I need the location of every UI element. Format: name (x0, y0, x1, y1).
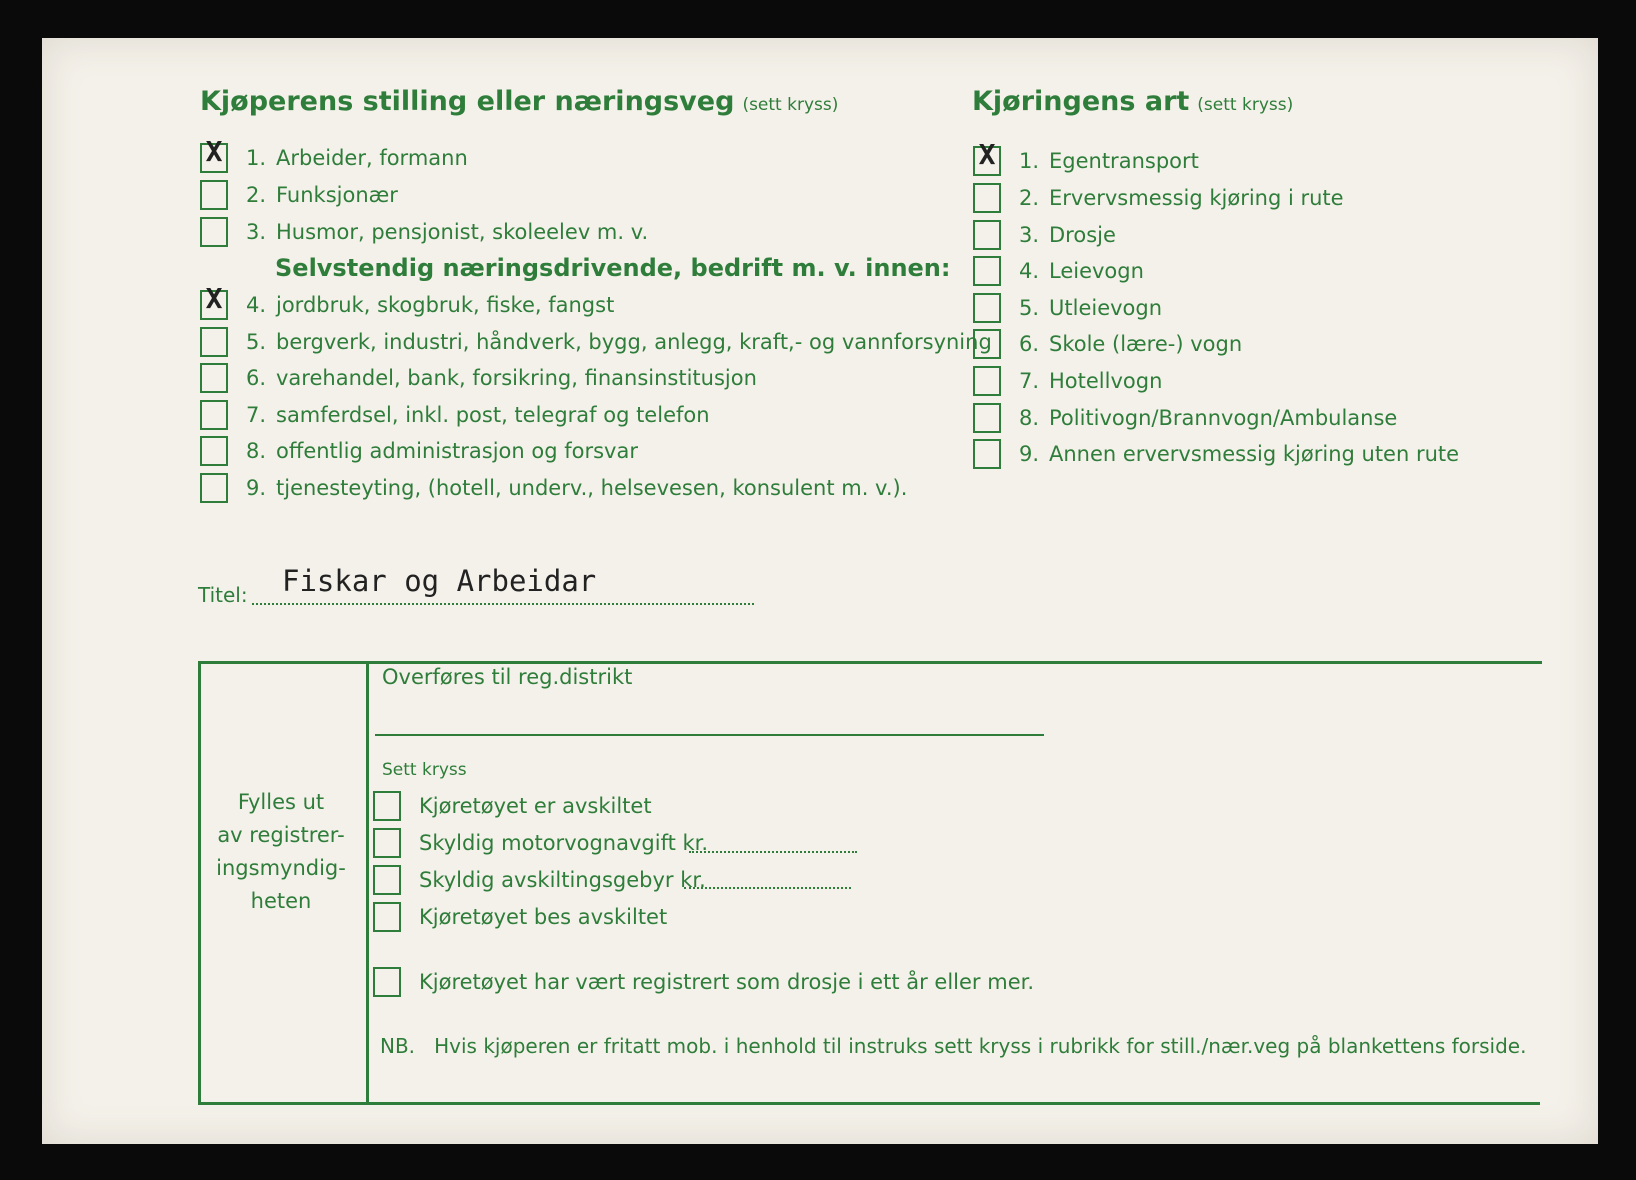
checkbox[interactable] (973, 329, 1001, 359)
buyer-option-4[interactable] (200, 282, 615, 322)
registry-side-label (202, 786, 360, 918)
driving-heading-note: (sett kryss) (1197, 95, 1294, 115)
buyer-heading (200, 86, 838, 117)
driving-option-9[interactable] (973, 437, 1459, 471)
title-field-value[interactable]: Fiskar og Arbeidar (282, 564, 597, 598)
option-label: Ervervsmessig kjøring i rute (1049, 186, 1344, 210)
option-number: 4. (1019, 259, 1040, 283)
option-number: 3. (246, 220, 267, 244)
buyer-option-7[interactable] (200, 398, 710, 432)
checkbox[interactable] (200, 400, 228, 430)
buyer-option-8[interactable] (200, 434, 638, 468)
check-label: Kjøretøyet har vært registrert som drosje i ett år eller mer. (419, 970, 1034, 994)
transfer-label: Overføres til reg.distrikt (382, 665, 633, 689)
checkbox[interactable] (373, 967, 401, 997)
registry-left-border (198, 661, 201, 1104)
checkbox[interactable] (373, 865, 401, 895)
option-label: samferdsel, inkl. post, telegraf og telefon (276, 403, 710, 427)
checkbox[interactable] (973, 293, 1001, 323)
option-number: 1. (1019, 149, 1040, 173)
checkbox[interactable] (973, 403, 1001, 433)
buyer-option-3[interactable] (200, 215, 648, 249)
checkbox[interactable] (200, 217, 228, 247)
registry-check-4[interactable] (373, 900, 667, 934)
checkbox[interactable] (200, 363, 228, 393)
check-mark: X (978, 138, 996, 171)
check-label: Kjøretøyet bes avskiltet (419, 905, 668, 929)
option-number: 8. (1019, 406, 1040, 430)
buyer-option-5[interactable] (200, 325, 992, 359)
option-label: Skole (lære-) vogn (1049, 332, 1243, 356)
option-label: tjenesteyting, (hotell, underv., helsevesen, konsulent m. v.). (276, 476, 908, 500)
registry-bottom-border (198, 1102, 1540, 1105)
option-label: Annen ervervsmessig kjøring uten rute (1049, 442, 1460, 466)
option-label: Leievogn (1049, 259, 1144, 283)
option-number: 3. (1019, 223, 1040, 247)
checkbox[interactable] (200, 436, 228, 466)
checkbox[interactable] (200, 327, 228, 357)
option-number: 7. (246, 403, 267, 427)
registry-check-drosje[interactable] (373, 965, 1034, 999)
option-number: 9. (246, 476, 267, 500)
registry-top-border (198, 661, 1542, 664)
option-number: 5. (1019, 296, 1040, 320)
nb-note (380, 1034, 1526, 1058)
checkbox[interactable] (200, 473, 228, 503)
registry-check-1[interactable] (373, 789, 652, 823)
option-label: Egentransport (1049, 149, 1199, 173)
motor-fee-amount-line[interactable] (689, 851, 857, 853)
option-number: 1. (246, 146, 267, 170)
side-label-line: Fylles ut (237, 790, 325, 814)
registry-check-2[interactable] (373, 826, 708, 860)
checkbox[interactable] (973, 220, 1001, 250)
option-number: 5. (246, 330, 267, 354)
check-mark: X (205, 282, 223, 315)
sett-kryss-label: Sett kryss (382, 760, 467, 780)
option-label: Husmor, pensjonist, skoleelev m. v. (276, 220, 649, 244)
driving-option-3[interactable] (973, 218, 1116, 252)
driving-option-7[interactable] (973, 364, 1162, 398)
checkbox[interactable] (973, 138, 1001, 176)
option-label: offentlig administrasjon og forsvar (276, 439, 638, 463)
checkbox[interactable] (373, 902, 401, 932)
option-label: Funksjonær (276, 183, 398, 207)
checkbox[interactable] (200, 180, 228, 210)
self-employed-subheading: Selvstendig næringsdrivende, bedrift m. v. innen: (275, 254, 951, 282)
registry-divider (366, 661, 369, 1104)
option-number: 7. (1019, 369, 1040, 393)
driving-option-6[interactable] (973, 327, 1242, 361)
option-label: varehandel, bank, forsikring, finansinstitusjon (276, 366, 757, 390)
option-number: 4. (246, 293, 267, 317)
title-dotted-line (252, 603, 754, 605)
transfer-input-line[interactable] (375, 734, 1044, 736)
registry-check-3[interactable] (373, 863, 706, 897)
buyer-option-9[interactable] (200, 471, 907, 505)
check-label: Kjøretøyet er avskiltet (419, 794, 652, 818)
option-number: 8. (246, 439, 267, 463)
title-label: Titel: (198, 583, 248, 607)
buyer-option-1[interactable] (200, 135, 468, 175)
buyer-heading-text: Kjøperens stilling eller næringsveg (200, 86, 735, 117)
checkbox[interactable] (973, 183, 1001, 213)
checkbox[interactable] (373, 791, 401, 821)
option-label: Drosje (1049, 223, 1116, 247)
option-label: bergverk, industri, håndverk, bygg, anlegg, kraft,- og vannforsyning (276, 330, 992, 354)
driving-option-4[interactable] (973, 254, 1144, 288)
buyer-option-2[interactable] (200, 178, 398, 212)
driving-heading (972, 86, 1293, 117)
checkbox[interactable] (373, 828, 401, 858)
check-label: Skyldig motorvognavgift kr. (419, 831, 709, 855)
nb-text: Hvis kjøperen er fritatt mob. i henhold til instruks sett kryss i rubrikk for still./nær.veg på blankettens forside. (434, 1034, 1527, 1058)
driving-option-5[interactable] (973, 291, 1162, 325)
option-label: Hotellvogn (1049, 369, 1163, 393)
option-label: Utleievogn (1049, 296, 1163, 320)
checkbox[interactable] (973, 366, 1001, 396)
side-label-line: av registrer- (217, 823, 345, 847)
side-label-line: heten (250, 889, 312, 913)
option-number: 9. (1019, 442, 1040, 466)
option-label: Arbeider, formann (276, 146, 468, 170)
driving-option-8[interactable] (973, 401, 1397, 435)
checkbox[interactable] (973, 439, 1001, 469)
check-label: Skyldig avskiltingsgebyr kr. (419, 868, 706, 892)
checkbox[interactable] (200, 135, 228, 173)
nb-label: NB. (380, 1034, 416, 1058)
option-number: 6. (1019, 332, 1040, 356)
checkbox[interactable] (973, 256, 1001, 286)
buyer-option-6[interactable] (200, 361, 757, 395)
driving-option-2[interactable] (973, 181, 1344, 215)
side-label-line: ingsmyndig- (216, 856, 346, 880)
option-label: jordbruk, skogbruk, fiske, fangst (276, 293, 615, 317)
driving-heading-text: Kjøringens art (972, 86, 1190, 117)
option-label: Politivogn/Brannvogn/Ambulanse (1049, 406, 1398, 430)
check-mark: X (205, 135, 223, 168)
plate-fee-amount-line[interactable] (684, 887, 851, 889)
option-number: 2. (246, 183, 267, 207)
option-number: 2. (1019, 186, 1040, 210)
driving-option-1[interactable] (973, 138, 1199, 178)
checkbox[interactable] (200, 282, 228, 320)
option-number: 6. (246, 366, 267, 390)
buyer-heading-note: (sett kryss) (742, 95, 839, 115)
